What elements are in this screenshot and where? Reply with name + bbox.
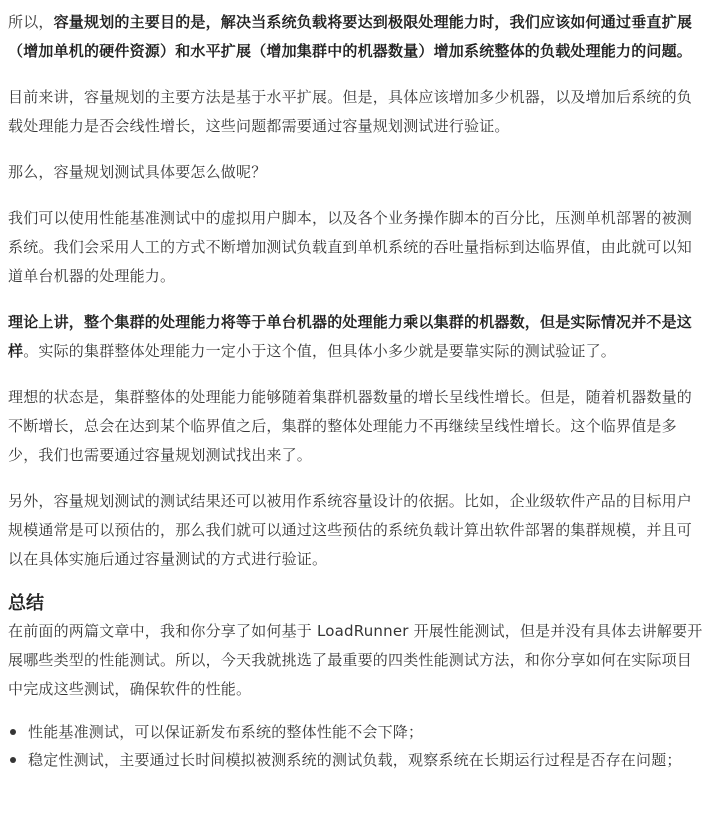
list-item-text: 性能基准测试，可以保证新发布系统的整体性能不会下降； [28,723,424,741]
list-item [8,746,703,774]
paragraph-emphasis: 容量规划的主要目的是，解决当系统负载将要达到极限处理能力时，我们应该如何通过垂直扩展（增加单机的硬件资源）和水平扩展（增加集群中的机器数量）增加系统整体的负载处理能力的问题。 [8,13,693,60]
paragraph-design-basis: 另外，容量规划测试的测试结果还可以被用作系统容量设计的依据。比如，企业级软件产品的目标用户规模通常是可以预估的，那么我们就可以通过这些预估的系统负载计算出软件部署的集群规模，并且可以在具体实施后通过容量测试的方式进行验证。 [8,492,693,568]
paragraph-rest: 。实际的集群整体处理能力一定小于这个值，但具体小多少就是要靠实际的测试验证了。 [23,342,617,360]
summary-list [8,718,703,774]
bullet-icon [10,757,16,763]
list-item-text: 稳定性测试，主要通过长时间模拟被测系统的测试负载，观察系统在长期运行过程是否存在问题； [28,751,682,769]
paragraph-capacity-goal [8,8,703,66]
paragraph-lead: 所以， [8,13,54,31]
paragraph-ideal-state: 理想的状态是，集群整体的处理能力能够随着集群机器数量的增长呈线性增长。但是，随着机器数量的不断增长，总会在达到某个临界值之后，集群的整体处理能力不再继续呈线性增长。这个临界值是多少，我们也需要通过容量规划测试找出来了。 [8,388,693,464]
section-heading-summary: 总结 [8,593,44,614]
list-item [8,718,703,746]
paragraph-horizontal-scaling: 目前来讲，容量规划的主要方法是基于水平扩展。但是，具体应该增加多少机器，以及增加后系统的负载处理能力是否会线性增长，这些问题都需要通过容量规划测试进行验证。 [8,88,693,135]
paragraph-theory [8,308,703,366]
paragraph-question: 那么，容量规划测试具体要怎么做呢？ [8,163,267,181]
bullet-icon [10,729,16,735]
paragraph-method: 我们可以使用性能基准测试中的虚拟用户脚本，以及各个业务操作脚本的百分比，压测单机部署的被测系统。我们会采用人工的方式不断增加测试负载直到单机系统的吞吐量指标到达临界值，由此就可以知道单台机器的处理能力。 [8,209,693,285]
paragraph-emphasis: 理论上讲，整个集群的处理能力将等于单台机器的处理能力乘以集群的机器数，但是实际情况并不是这样 [8,313,693,360]
paragraph-summary: 在前面的两篇文章中，我和你分享了如何基于 LoadRunner 开展性能测试，但是并没有具体去讲解要开展哪些类型的性能测试。所以，今天我就挑选了最重要的四类性能测试方法，和你分享如何在实际项目中完成这些测试，确保软件的性能。 [8,622,703,698]
